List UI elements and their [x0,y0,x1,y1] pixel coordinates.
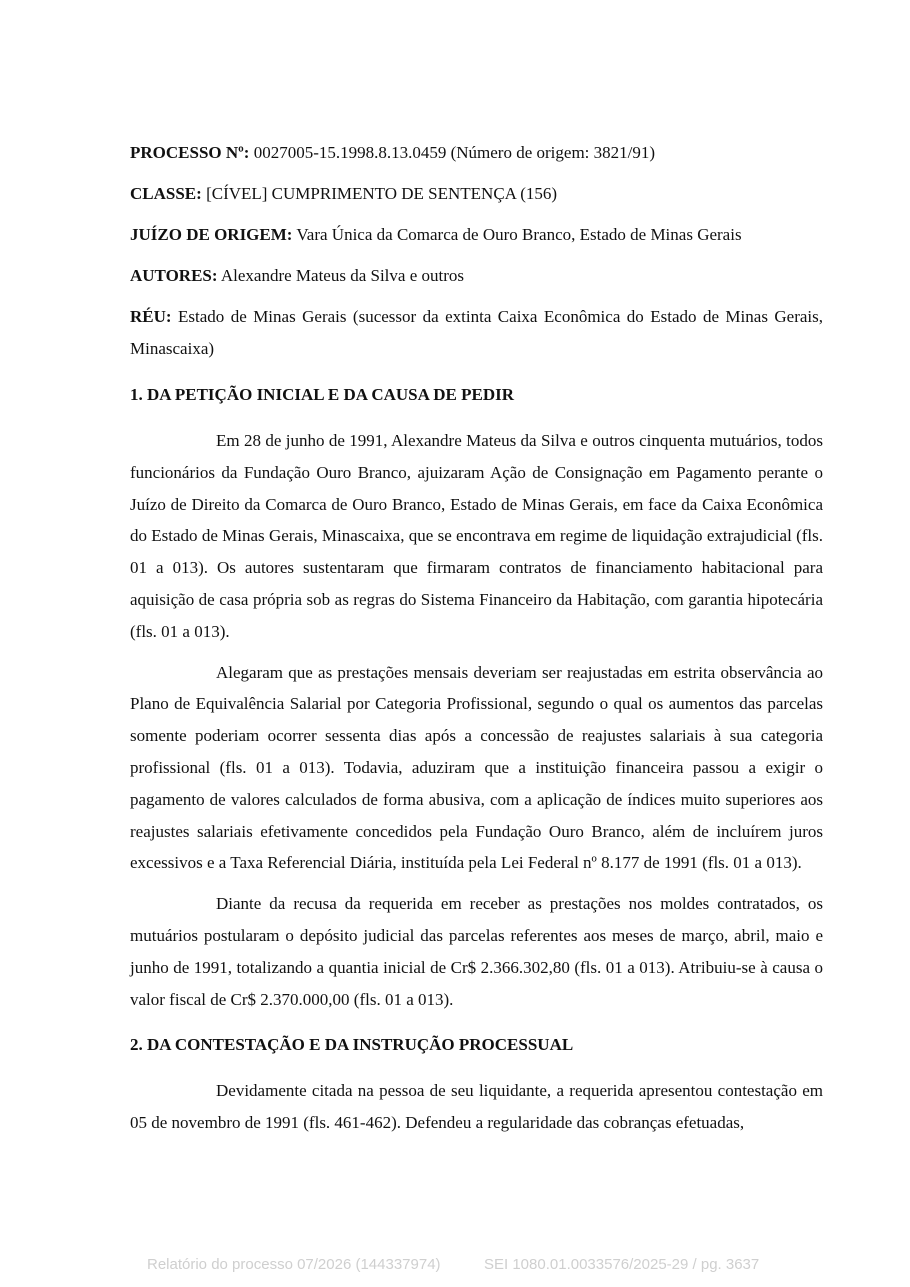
field-value: 0027005-15.1998.8.13.0459 (Número de origem: 3821/91) [249,143,656,162]
document-body [130,137,823,1148]
section-heading-contestacao: 2. DA CONTESTAÇÃO E DA INSTRUÇÃO PROCESSUAL [130,1035,574,1055]
field-reu [130,301,823,365]
field-autores [130,260,823,292]
field-label: AUTORES: [130,266,218,285]
paragraph: Em 28 de junho de 1991, Alexandre Mateus da Silva e outros cinquenta mutuários, todos funcionários da Fundação Ouro Branco, ajuizaram Ação de Consignação em Pagamento perante o Juízo de Direito da Comarca de Ouro Branco, Estado de Minas Gerais, em face da Caixa Econômica do Estado de Minas Gerais, Minascaixa, que se encontrava em regime de liquidação extrajudicial (fls. 01 a 013). Os autores sustentaram que firmaram contratos de financiamento habitacional para aquisição de casa própria sob as regras do Sistema Financeiro da Habitação, com garantia hipotecária (fls. 01 a 013). [130,431,823,641]
section-heading-peticao-inicial: 1. DA PETIÇÃO INICIAL E DA CAUSA DE PEDIR [130,385,514,404]
field-classe [130,178,823,210]
field-juizo-de-origem [130,219,823,251]
field-label: CLASSE: [130,184,202,203]
field-value: [CÍVEL] CUMPRIMENTO DE SENTENÇA (156) [201,184,558,203]
field-label: JUÍZO DE ORIGEM: [130,225,293,244]
paragraph: Diante da recusa da requerida em receber as prestações nos moldes contratados, os mutuários postularam o depósito judicial das parcelas referentes aos meses de março, abril, maio e junho de 1991, totalizando a quantia inicial de Cr$ 2.366.302,80 (fls. 01 a 013). Atribuiu-se à causa o valor fiscal de Cr$ 2.370.000,00 (fls. 01 a 013). [130,894,823,1009]
field-label: RÉU: [130,307,172,326]
paragraph: Alegaram que as prestações mensais deveriam ser reajustadas em estrita observância ao Plano de Equivalência Salarial por Categoria Profissional, segundo o qual os aumentos das parcelas somente poderiam ocorrer sessenta dias após a concessão de reajustes salariais à sua categoria profissional (fls. 01 a 013). Todavia, aduziram que a instituição financeira passou a exigir o pagamento de valores calculados de forma abusiva, com a aplicação de índices muito superiores aos reajustes salariais efetivamente concedidos pela Fundação Ouro Branco, além de incluírem juros excessivos e a Taxa Referencial Diária, instituída pela Lei Federal nº 8.177 de 1991 (fls. 01 a 013). [130,662,823,873]
field-value: Vara Única da Comarca de Ouro Branco, Estado de Minas Gerais [292,225,742,244]
paragraph: Devidamente citada na pessoa de seu liquidante, a requerida apresentou contestação em 05 de novembro de 1991 (fls. 461-462). Defendeu a regularidade das cobranças efetuadas, [130,1081,823,1133]
field-label: PROCESSO Nº: [130,143,250,162]
field-processo [130,137,823,169]
footer-report-reference: Relatório do processo 07/2026 (144337974) [147,1256,441,1273]
footer-sei-page-number: SEI 1080.01.0033576/2025-29 / pg. 3637 [484,1256,760,1273]
field-value: Estado de Minas Gerais (sucessor da extinta Caixa Econômica do Estado de Minas Gerais, Minascaixa) [130,307,823,358]
field-value: Alexandre Mateus da Silva e outros [217,266,464,285]
